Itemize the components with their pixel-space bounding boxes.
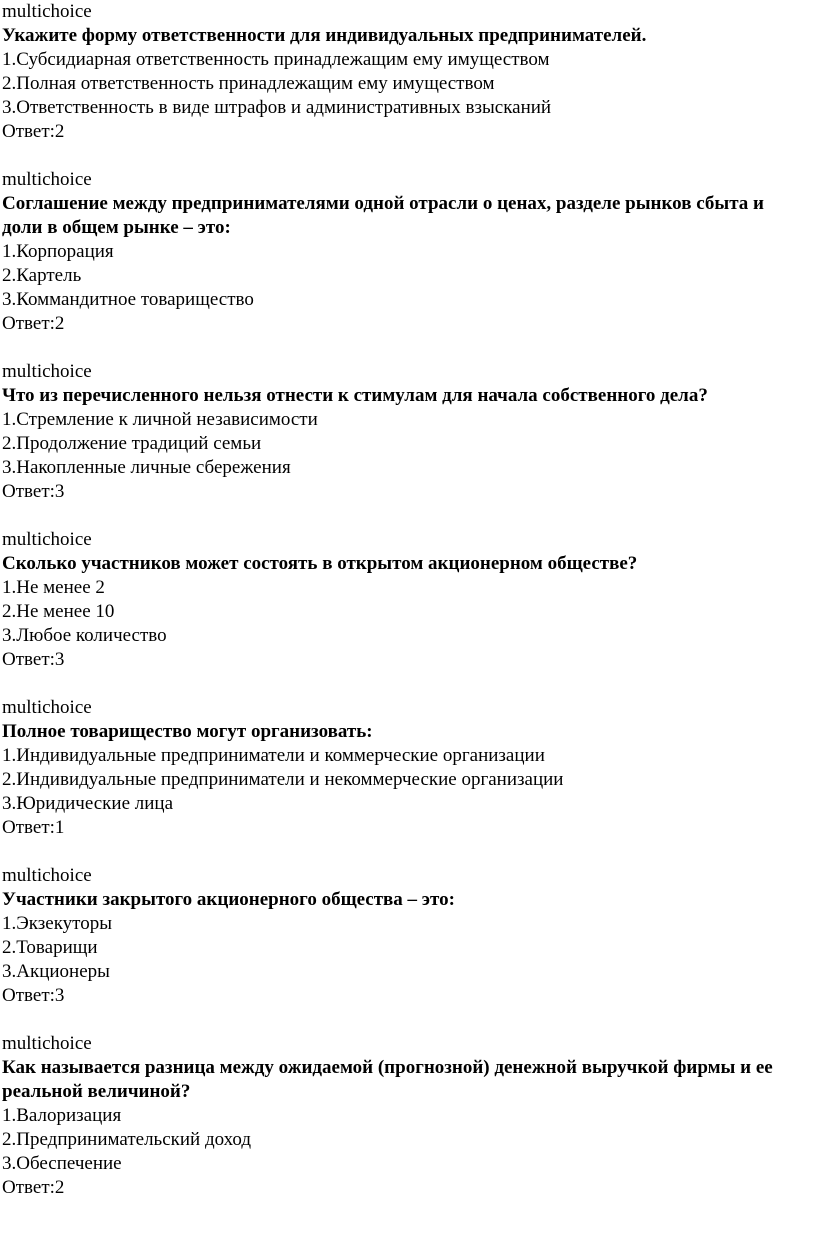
answer-option: 1.Не менее 2 bbox=[2, 577, 105, 598]
question-text: Полное товарищество могут организовать: bbox=[2, 721, 373, 742]
answer-option: 1.Стремление к личной независимости bbox=[2, 409, 318, 430]
question-block-4 bbox=[2, 528, 802, 672]
question-type: multichoice bbox=[2, 1, 92, 22]
answer-option: 1.Валоризация bbox=[2, 1105, 122, 1126]
answer-option: 3.Коммандитное товарищество bbox=[2, 289, 254, 310]
answer-option: 2.Картель bbox=[2, 265, 82, 286]
answer-option: 2.Товарищи bbox=[2, 937, 98, 958]
question-text: Как называется разница между ожидаемой (прогнозной) денежной выручкой фирмы и ее реальной величиной? bbox=[2, 1057, 773, 1102]
question-block-7 bbox=[2, 1032, 802, 1200]
question-type: multichoice bbox=[2, 865, 92, 886]
answer-option: 3.Ответственность в виде штрафов и административных взысканий bbox=[2, 97, 552, 118]
answer-option: 3.Обеспечение bbox=[2, 1153, 122, 1174]
answer-option: 1.Субсидиарная ответственность принадлежащим ему имуществом bbox=[2, 49, 550, 70]
answer-option: 3.Накопленные личные сбережения bbox=[2, 457, 291, 478]
question-text: Соглашение между предпринимателями одной отрасли о ценах, разделе рынков сбыта и доли в общем рынке – это: bbox=[2, 193, 764, 238]
question-type: multichoice bbox=[2, 529, 92, 550]
question-block-1 bbox=[2, 0, 802, 144]
question-text: Участники закрытого акционерного общества – это: bbox=[2, 889, 455, 910]
question-type: multichoice bbox=[2, 361, 92, 382]
question-block-6 bbox=[2, 864, 802, 1008]
answer-option: 2.Полная ответственность принадлежащим ему имуществом bbox=[2, 73, 495, 94]
answer-option: 2.Индивидуальные предприниматели и некоммерческие организации bbox=[2, 769, 564, 790]
question-text: Сколько участников может состоять в открытом акционерном обществе? bbox=[2, 553, 638, 574]
question-text: Что из перечисленного нельзя отнести к стимулам для начала собственного дела? bbox=[2, 385, 708, 406]
correct-answer: Ответ:1 bbox=[2, 817, 65, 838]
question-block-5 bbox=[2, 696, 802, 840]
correct-answer: Ответ:2 bbox=[2, 313, 65, 334]
correct-answer: Ответ:3 bbox=[2, 985, 65, 1006]
answer-option: 2.Продолжение традиций семьи bbox=[2, 433, 262, 454]
question-text: Укажите форму ответственности для индивидуальных предпринимателей. bbox=[2, 25, 647, 46]
correct-answer: Ответ:2 bbox=[2, 1177, 65, 1198]
answer-option: 3.Любое количество bbox=[2, 625, 167, 646]
correct-answer: Ответ:3 bbox=[2, 649, 65, 670]
answer-option: 3.Юридические лица bbox=[2, 793, 174, 814]
correct-answer: Ответ:2 bbox=[2, 121, 65, 142]
answer-option: 1.Корпорация bbox=[2, 241, 114, 262]
question-block-3 bbox=[2, 360, 802, 504]
question-type: multichoice bbox=[2, 169, 92, 190]
answer-option: 1.Индивидуальные предприниматели и коммерческие организации bbox=[2, 745, 545, 766]
answer-option: 2.Не менее 10 bbox=[2, 601, 115, 622]
answer-option: 3.Акционеры bbox=[2, 961, 110, 982]
answer-option: 1.Экзекуторы bbox=[2, 913, 112, 934]
question-type: multichoice bbox=[2, 1033, 92, 1054]
correct-answer: Ответ:3 bbox=[2, 481, 65, 502]
question-block-2 bbox=[2, 168, 802, 336]
question-type: multichoice bbox=[2, 697, 92, 718]
answer-option: 2.Предпринимательский доход bbox=[2, 1129, 252, 1150]
